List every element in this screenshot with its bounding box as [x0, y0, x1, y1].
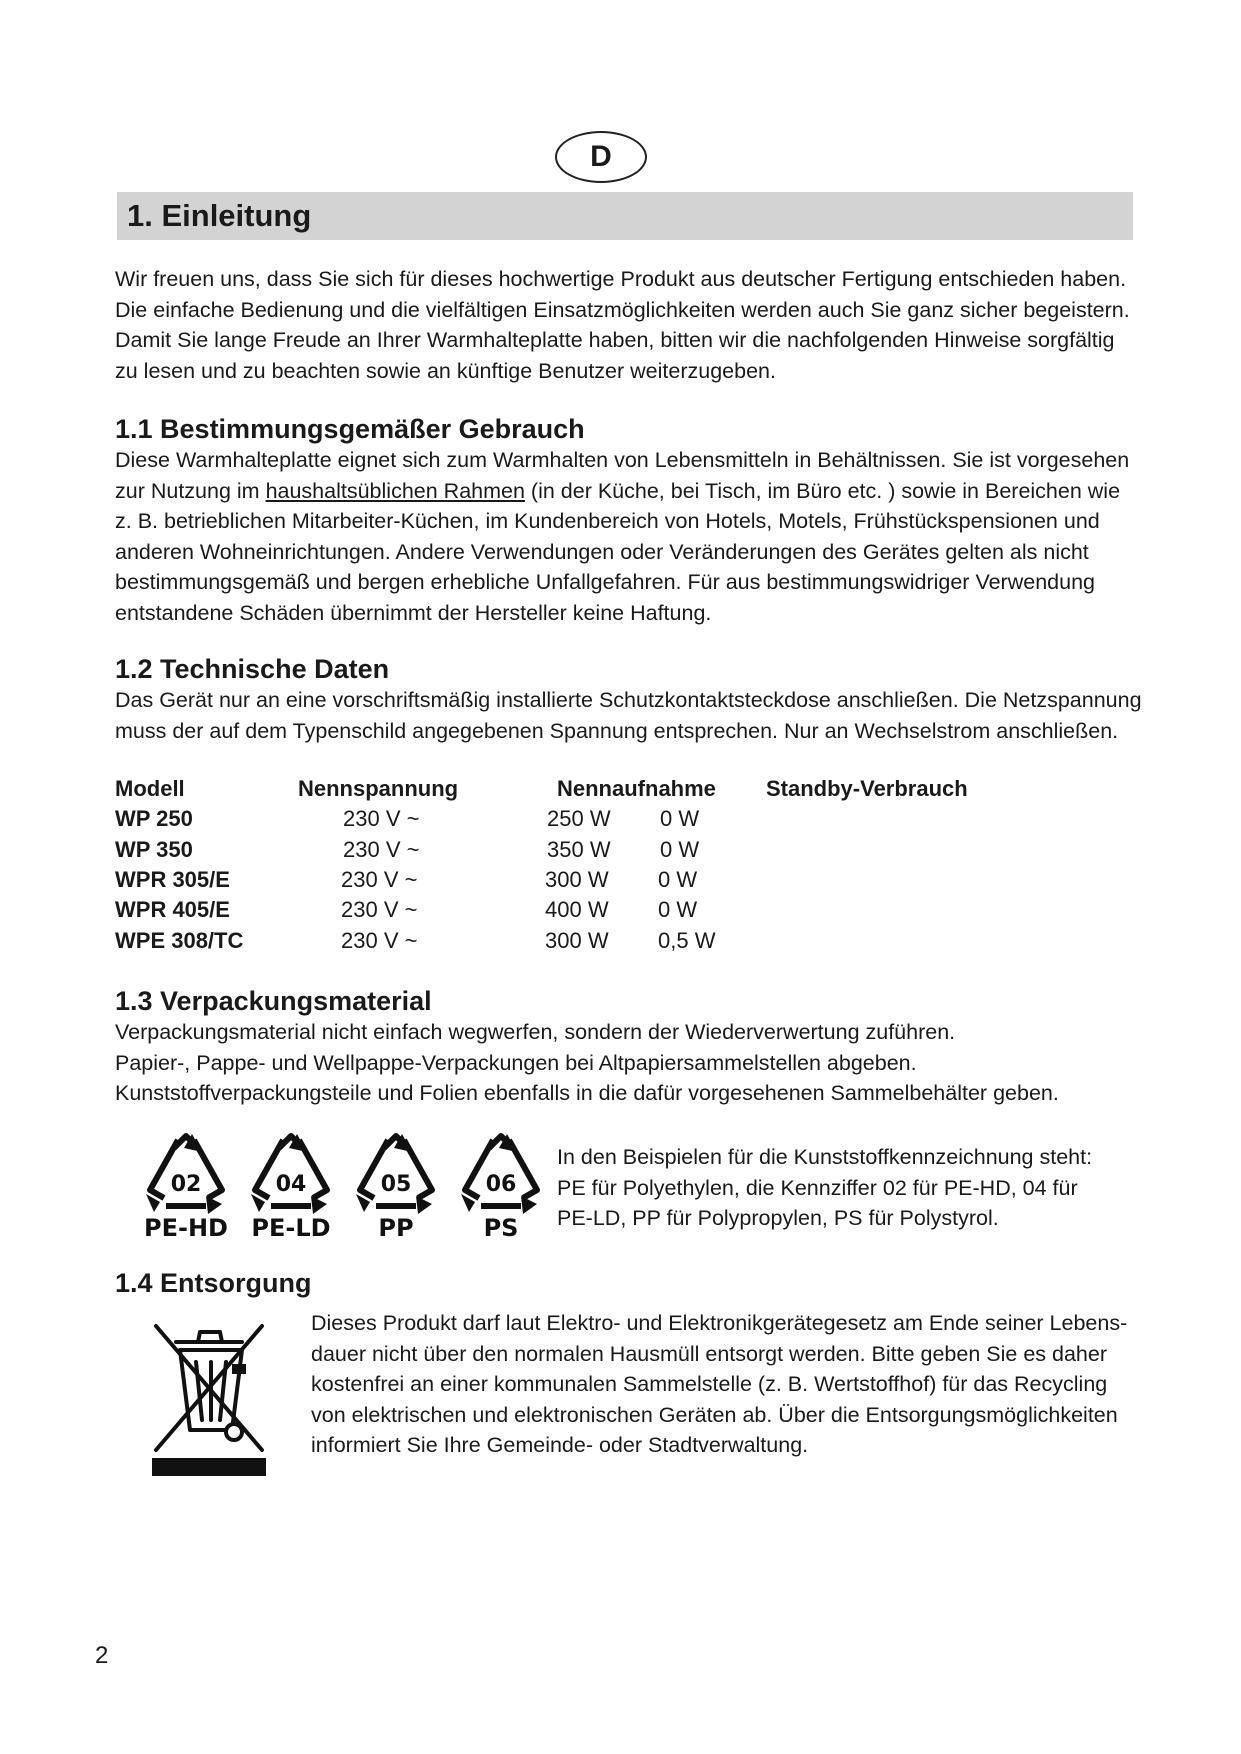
intended-use-paragraph	[115, 445, 1129, 628]
recycling-line: PE für Polyethylen, die Kennziffer 02 für PE-HD, 04 für	[557, 1175, 1078, 1200]
recycle-label: PS	[483, 1214, 519, 1242]
use-line: anderen Wohneinrichtungen. Andere Verwendungen oder Veränderungen des Gerätes gelten als nicht	[115, 539, 1089, 564]
cell-power: 300 W	[545, 927, 609, 953]
technical-data-paragraph	[115, 685, 1142, 746]
packaging-line: Verpackungsmaterial nicht einfach wegwerfen, sondern der Wiederverwertung zuführen.	[115, 1020, 956, 1044]
language-badge	[555, 131, 647, 183]
cell-voltage: 230 V ~	[343, 806, 420, 832]
use-line: bestimmungsgemäß und bergen erhebliche Unfallgefahren. Für aus bestimmungswidriger Verwendung	[115, 570, 1095, 594]
tech-line: Das Gerät nur an eine vorschriftsmäßig installierte Schutzkontaktsteckdose anschließen. Die Netzspannung	[115, 688, 1142, 712]
cell-standby	[658, 925, 1006, 955]
cell-model: WPR 305/E	[115, 867, 230, 893]
recycle-label: PP	[378, 1214, 414, 1242]
recycling-line: PE-LD, PP für Polypropylen, PS für Polystyrol.	[557, 1206, 999, 1230]
cell-model: WP 350	[115, 836, 193, 862]
page-number: 2	[95, 1642, 109, 1669]
cell-power: 400 W	[545, 897, 609, 923]
cell-standby	[660, 835, 1006, 865]
use-line: z. B. betrieblichen Mitarbeiter-Küchen, im Kundenbereich von Hotels, Motels, Frühstückspensionen und	[115, 509, 1100, 533]
disposal-line: kostenfrei an einer kommunalen Sammelstelle (z. B. Wertstoffhof) für das Recycling	[311, 1372, 1108, 1396]
table-row	[115, 895, 1006, 925]
cell-voltage: 230 V ~	[341, 927, 418, 953]
use-line-2-underlined: haushaltsüblichen Rahmen	[265, 478, 525, 503]
recycle-label: PE-LD	[251, 1214, 331, 1242]
intro-line: Die einfache Bedienung und die vielfältigen Einsatzmöglichkeiten werden auch Sie ganz sicher begeistern.	[115, 297, 1130, 322]
packaging-line: Papier-, Pappe- und Wellpappe-Verpackungen bei Altpapiersammelstellen abgeben.	[115, 1050, 917, 1075]
recycle-code: 06	[485, 1172, 517, 1197]
cell-power: 350 W	[547, 836, 611, 862]
cell-voltage: 230 V ~	[341, 867, 418, 893]
recycle-pe-ld-icon	[241, 1132, 346, 1244]
use-line: Diese Warmhalteplatte eignet sich zum Warmhalten von Lebensmitteln in Behältnissen. Sie ist vorgesehen	[115, 448, 1130, 472]
cell-power: 300 W	[545, 867, 609, 893]
heading-technical-data: 1.2 Technische Daten	[115, 654, 390, 684]
table-row	[115, 925, 1006, 955]
heading-disposal: 1.4 Entsorgung	[115, 1268, 312, 1298]
header-model: Modell	[115, 776, 185, 802]
packaging-paragraph	[115, 1017, 1059, 1109]
standby-value: 0,5 W	[658, 927, 716, 953]
cell-model: WP 250	[115, 806, 193, 832]
table-row	[115, 804, 1006, 834]
cell-voltage: 230 V ~	[341, 897, 418, 923]
disposal-line: dauer nicht über den normalen Hausmüll entsorgt werden. Bitte geben Sie es daher	[311, 1341, 1107, 1366]
standby-value: 0 W	[660, 836, 700, 862]
disposal-line: informiert Sie Ihre Gemeinde- oder Stadtverwaltung.	[311, 1433, 809, 1457]
recycle-pe-hd-icon	[136, 1132, 241, 1244]
use-line-2-before: zur Nutzung im	[115, 478, 266, 503]
standby-value: 0 W	[660, 806, 700, 832]
intro-paragraph	[115, 264, 1130, 386]
table-row	[115, 865, 1006, 895]
recycle-code: 04	[275, 1172, 307, 1197]
tech-line: muss der auf dem Typenschild angegebenen Spannung entsprechen. Nur an Wechselstrom anschließen.	[115, 718, 1119, 743]
use-line: entstandene Schäden übernimmt der Hersteller keine Haftung.	[115, 600, 712, 625]
table-row	[115, 835, 1006, 865]
cell-standby	[658, 895, 1006, 925]
recycle-label: PE-HD	[144, 1214, 228, 1242]
intro-line: zu lesen und zu beachten sowie an künftige Benutzer weiterzugeben.	[115, 358, 776, 383]
heading-intended-use: 1.1 Bestimmungsgemäßer Gebrauch	[115, 414, 585, 444]
crossed-out-bin-icon	[150, 1320, 270, 1485]
intro-line: Damit Sie lange Freude an Ihrer Warmhalteplatte haben, bitten wir die nachfolgenden Hinweise sorgfältig	[115, 328, 1115, 352]
cell-standby	[660, 804, 1006, 834]
language-badge-label: D	[590, 140, 612, 173]
intro-line: Wir freuen uns, dass Sie sich für dieses hochwertige Produkt aus deutscher Fertigung entschieden haben.	[115, 267, 1127, 291]
use-line-2-after: (in der Küche, bei Tisch, im Büro etc. ) sowie in Bereichen wie	[524, 478, 1121, 503]
cell-model: WPR 405/E	[115, 897, 230, 923]
use-line-2	[115, 476, 1129, 507]
disposal-line: von elektrischen und elektronischen Geräten ab. Über die Entsorgungsmöglichkeiten	[311, 1402, 1118, 1427]
disposal-paragraph	[311, 1308, 1127, 1461]
table-header-row	[115, 774, 1006, 804]
heading-packaging: 1.3 Verpackungsmaterial	[115, 986, 432, 1016]
recycling-explanation	[557, 1142, 1092, 1234]
header-standby: Standby-Verbrauch	[766, 776, 968, 802]
disposal-line: Dieses Produkt darf laut Elektro- und Elektronikgerätegesetz am Ende seiner Lebens-	[311, 1311, 1128, 1335]
cell-standby	[658, 865, 1006, 895]
packaging-line: Kunststoffverpackungsteile und Folien ebenfalls in die dafür vorgesehenen Sammelbehälter geben.	[115, 1081, 1059, 1105]
recycle-ps-icon	[451, 1132, 556, 1244]
standby-value: 0 W	[658, 897, 698, 923]
standby-value: 0 W	[658, 867, 698, 893]
recycle-code: 05	[380, 1172, 412, 1197]
cell-model: WPE 308/TC	[115, 927, 244, 953]
technical-data-table	[115, 774, 1006, 956]
recycle-pp-icon	[346, 1132, 451, 1244]
recycling-line: In den Beispielen für die Kunststoffkennzeichnung steht:	[557, 1145, 1093, 1169]
header-power: Nennaufnahme	[557, 776, 716, 802]
section-title: 1. Einleitung	[127, 198, 312, 233]
cell-voltage: 230 V ~	[343, 836, 420, 862]
cell-power: 250 W	[547, 806, 611, 832]
recycling-symbols	[136, 1132, 556, 1244]
header-voltage: Nennspannung	[298, 776, 459, 802]
recycle-code: 02	[170, 1172, 202, 1197]
